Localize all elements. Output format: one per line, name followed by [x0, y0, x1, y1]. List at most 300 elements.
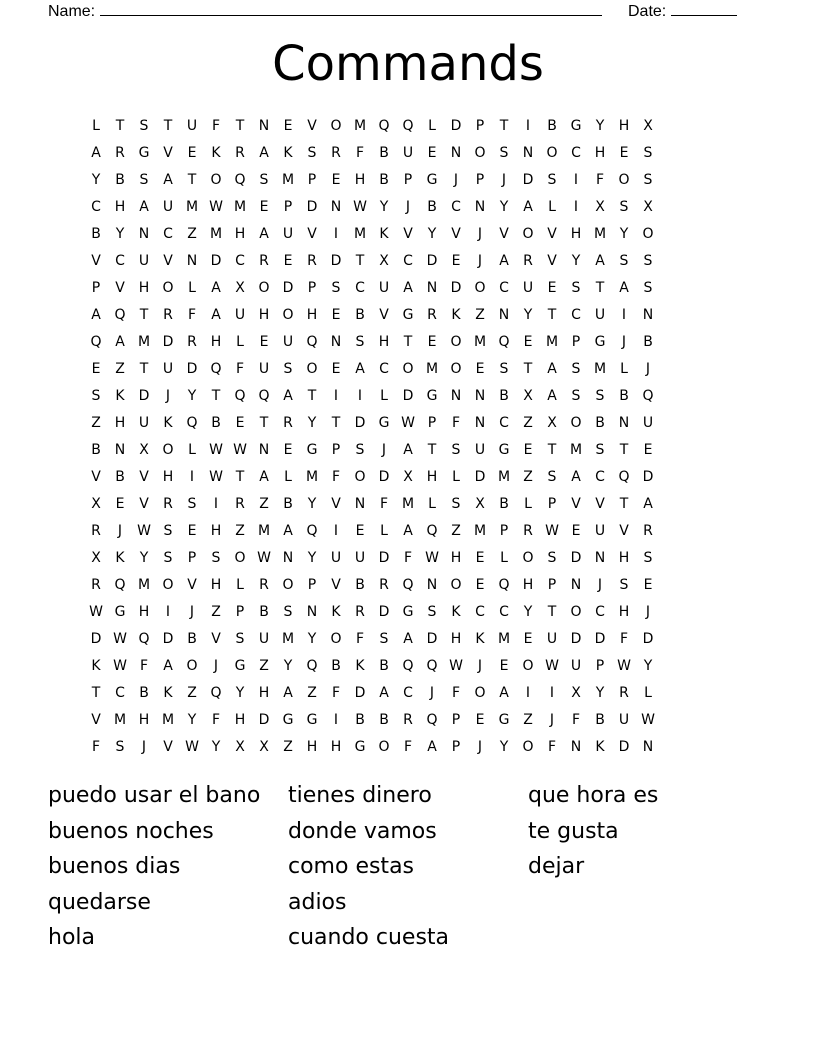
- grid-letter: S: [571, 280, 581, 296]
- grid-letter: A: [643, 496, 653, 512]
- grid-letter: X: [91, 496, 101, 512]
- grid-letter: K: [379, 226, 389, 242]
- grid-letter: R: [283, 415, 293, 431]
- grid-letter: I: [333, 388, 339, 404]
- grid-letter: E: [475, 712, 485, 728]
- grid-letter: H: [330, 739, 342, 755]
- grid-letter: T: [619, 442, 629, 458]
- grid-letter: V: [139, 469, 149, 485]
- grid-letter: G: [570, 118, 582, 134]
- grid-letter: W: [641, 712, 655, 728]
- grid-letter: W: [209, 442, 223, 458]
- word-list-item: puedo usar el bano: [48, 783, 261, 808]
- grid-letter: L: [380, 523, 388, 539]
- grid-letter: X: [523, 388, 533, 404]
- grid-letter: P: [547, 577, 557, 593]
- grid-letter: D: [618, 739, 630, 755]
- grid-letter: C: [163, 226, 173, 242]
- grid-letter: S: [187, 496, 197, 512]
- grid-letter: S: [619, 199, 629, 215]
- grid-letter: P: [91, 280, 101, 296]
- grid-letter: N: [570, 577, 582, 593]
- grid-letter: U: [258, 361, 270, 377]
- grid-letter: S: [451, 442, 461, 458]
- grid-letter: F: [355, 631, 365, 647]
- grid-letter: S: [115, 739, 125, 755]
- grid-letter: J: [477, 658, 483, 674]
- grid-letter: G: [402, 604, 414, 620]
- grid-letter: M: [425, 361, 439, 377]
- grid-letter: J: [477, 739, 483, 755]
- grid-letter: Y: [91, 172, 101, 188]
- grid-letter: R: [307, 253, 317, 269]
- grid-letter: L: [452, 469, 460, 485]
- grid-letter: W: [209, 469, 223, 485]
- grid-letter: D: [450, 118, 462, 134]
- grid-letter: H: [618, 550, 630, 566]
- grid-letter: D: [330, 253, 342, 269]
- grid-letter: Y: [307, 631, 317, 647]
- grid-letter: U: [378, 280, 390, 296]
- grid-letter: F: [91, 739, 101, 755]
- grid-letter: I: [189, 469, 195, 485]
- grid-letter: O: [474, 145, 486, 161]
- grid-letter: V: [451, 226, 461, 242]
- grid-letter: M: [497, 469, 511, 485]
- grid-letter: I: [333, 712, 339, 728]
- grid-letter: C: [235, 253, 245, 269]
- grid-letter: L: [188, 280, 196, 296]
- word-list-item: dejar: [528, 854, 585, 880]
- grid-letter: K: [211, 145, 221, 161]
- grid-row: [84, 140, 732, 167]
- grid-letter: Q: [378, 118, 390, 134]
- grid-letter: F: [211, 712, 221, 728]
- grid-letter: Q: [234, 172, 246, 188]
- name-field: [48, 0, 602, 21]
- grid-letter: J: [501, 172, 507, 188]
- grid-letter: E: [283, 442, 293, 458]
- grid-letter: W: [257, 550, 271, 566]
- grid-letter: B: [355, 577, 365, 593]
- grid-letter: Q: [306, 523, 318, 539]
- grid-letter: B: [355, 307, 365, 323]
- grid-letter: Y: [115, 226, 125, 242]
- grid-row: [84, 707, 732, 734]
- grid-letter: O: [162, 280, 174, 296]
- grid-letter: D: [306, 199, 318, 215]
- grid-letter: Y: [595, 685, 605, 701]
- grid-letter: D: [354, 415, 366, 431]
- grid-letter: W: [233, 442, 247, 458]
- grid-letter: M: [185, 199, 199, 215]
- grid-letter: B: [379, 712, 389, 728]
- grid-letter: Q: [498, 577, 510, 593]
- grid-letter: I: [621, 307, 627, 323]
- grid-letter: E: [331, 172, 341, 188]
- grid-row: [84, 572, 732, 599]
- grid-letter: L: [548, 199, 556, 215]
- grid-letter: B: [619, 388, 629, 404]
- grid-letter: H: [210, 334, 222, 350]
- grid-letter: C: [571, 307, 581, 323]
- grid-letter: D: [402, 388, 414, 404]
- grid-letter: Y: [307, 496, 317, 512]
- grid-letter: L: [236, 577, 244, 593]
- grid-letter: S: [235, 631, 245, 647]
- grid-letter: G: [426, 388, 438, 404]
- grid-letter: N: [114, 442, 126, 458]
- grid-letter: O: [618, 172, 630, 188]
- grid-letter: U: [138, 253, 150, 269]
- grid-letter: B: [187, 631, 197, 647]
- grid-letter: J: [645, 361, 651, 377]
- grid-letter: L: [620, 361, 628, 377]
- grid-letter: F: [403, 550, 413, 566]
- grid-letter: V: [163, 739, 173, 755]
- word-list-item: buenos noches: [48, 818, 214, 844]
- grid-letter: P: [451, 712, 461, 728]
- grid-letter: M: [137, 334, 151, 350]
- grid-letter: D: [426, 631, 438, 647]
- grid-letter: Q: [234, 388, 246, 404]
- grid-letter: N: [306, 604, 318, 620]
- grid-letter: X: [643, 199, 653, 215]
- grid-letter: T: [547, 604, 557, 620]
- grid-letter: Z: [523, 469, 533, 485]
- grid-letter: T: [619, 496, 629, 512]
- grid-letter: G: [378, 415, 390, 431]
- grid-letter: X: [403, 469, 413, 485]
- grid-letter: S: [139, 172, 149, 188]
- grid-letter: N: [282, 550, 294, 566]
- grid-letter: A: [163, 658, 173, 674]
- grid-letter: P: [331, 442, 341, 458]
- grid-letter: P: [475, 172, 485, 188]
- grid-letter: L: [188, 442, 196, 458]
- grid-letter: A: [211, 280, 221, 296]
- grid-letter: N: [522, 145, 534, 161]
- grid-letter: V: [331, 496, 341, 512]
- grid-letter: S: [259, 172, 269, 188]
- grid-letter: A: [91, 145, 101, 161]
- grid-letter: M: [473, 334, 487, 350]
- grid-letter: A: [403, 442, 413, 458]
- grid-letter: M: [161, 712, 175, 728]
- grid-letter: F: [187, 307, 197, 323]
- grid-letter: V: [91, 253, 101, 269]
- grid-letter: H: [258, 685, 270, 701]
- grid-letter: E: [475, 577, 485, 593]
- grid-letter: Q: [498, 334, 510, 350]
- grid-letter: U: [138, 415, 150, 431]
- grid-row: [84, 329, 732, 356]
- grid-letter: D: [378, 604, 390, 620]
- grid-letter: P: [595, 658, 605, 674]
- grid-letter: A: [619, 280, 629, 296]
- grid-letter: L: [236, 334, 244, 350]
- grid-letter: T: [139, 361, 149, 377]
- grid-letter: H: [210, 577, 222, 593]
- grid-row: [84, 221, 732, 248]
- grid-letter: K: [331, 604, 341, 620]
- grid-letter: O: [450, 334, 462, 350]
- grid-letter: C: [355, 280, 365, 296]
- grid-letter: Q: [426, 712, 438, 728]
- grid-letter: Q: [210, 685, 222, 701]
- grid-letter: H: [234, 226, 246, 242]
- grid-letter: D: [474, 469, 486, 485]
- grid-letter: P: [187, 550, 197, 566]
- name-label: Name:: [48, 3, 96, 20]
- grid-letter: Y: [571, 253, 581, 269]
- grid-letter: U: [186, 118, 198, 134]
- grid-letter: V: [547, 253, 557, 269]
- grid-letter: E: [187, 145, 197, 161]
- grid-letter: R: [163, 307, 173, 323]
- grid-letter: X: [595, 199, 605, 215]
- grid-letter: D: [90, 631, 102, 647]
- grid-letter: A: [595, 253, 605, 269]
- grid-letter: G: [402, 307, 414, 323]
- grid-letter: N: [138, 226, 150, 242]
- grid-letter: W: [401, 415, 415, 431]
- grid-letter: O: [210, 172, 222, 188]
- grid-letter: F: [451, 415, 461, 431]
- grid-letter: P: [475, 118, 485, 134]
- grid-letter: Z: [259, 658, 269, 674]
- date-blank-line: [671, 0, 737, 16]
- grid-letter: S: [571, 361, 581, 377]
- grid-letter: J: [477, 253, 483, 269]
- grid-letter: M: [281, 172, 295, 188]
- grid-letter: M: [569, 442, 583, 458]
- grid-letter: X: [259, 739, 269, 755]
- grid-letter: K: [163, 685, 173, 701]
- grid-letter: T: [547, 307, 557, 323]
- grid-letter: U: [330, 550, 342, 566]
- grid-letter: K: [163, 415, 173, 431]
- grid-letter: Y: [307, 550, 317, 566]
- grid-letter: Q: [138, 631, 150, 647]
- grid-letter: U: [570, 658, 582, 674]
- grid-letter: V: [115, 280, 125, 296]
- grid-letter: X: [91, 550, 101, 566]
- grid-letter: B: [91, 226, 101, 242]
- grid-letter: J: [621, 334, 627, 350]
- grid-letter: T: [187, 172, 197, 188]
- grid-letter: K: [115, 550, 125, 566]
- grid-letter: X: [235, 739, 245, 755]
- grid-letter: S: [139, 118, 149, 134]
- grid-letter: A: [211, 307, 221, 323]
- grid-letter: Y: [187, 388, 197, 404]
- grid-letter: R: [115, 145, 125, 161]
- grid-letter: J: [429, 685, 435, 701]
- grid-letter: M: [233, 199, 247, 215]
- grid-letter: N: [642, 307, 654, 323]
- grid-letter: B: [211, 415, 221, 431]
- grid-letter: R: [91, 577, 101, 593]
- grid-letter: Y: [283, 658, 293, 674]
- grid-letter: H: [618, 604, 630, 620]
- grid-letter: R: [187, 334, 197, 350]
- grid-letter: Q: [210, 361, 222, 377]
- grid-letter: B: [259, 604, 269, 620]
- grid-letter: E: [259, 334, 269, 350]
- grid-letter: R: [619, 685, 629, 701]
- grid-letter: B: [379, 172, 389, 188]
- grid-letter: O: [642, 226, 654, 242]
- grid-letter: S: [451, 496, 461, 512]
- grid-letter: I: [165, 604, 171, 620]
- grid-letter: S: [379, 631, 389, 647]
- grid-letter: K: [91, 658, 101, 674]
- grid-letter: M: [137, 577, 151, 593]
- grid-letter: T: [547, 442, 557, 458]
- grid-letter: D: [258, 712, 270, 728]
- grid-letter: T: [163, 118, 173, 134]
- grid-letter: N: [474, 199, 486, 215]
- grid-letter: N: [498, 307, 510, 323]
- grid-row: [84, 356, 732, 383]
- grid-letter: D: [642, 469, 654, 485]
- grid-letter: M: [593, 361, 607, 377]
- grid-letter: Q: [114, 307, 126, 323]
- grid-letter: C: [475, 604, 485, 620]
- grid-letter: H: [450, 631, 462, 647]
- grid-letter: Y: [139, 550, 149, 566]
- grid-letter: D: [522, 172, 534, 188]
- grid-letter: A: [499, 685, 509, 701]
- grid-letter: S: [643, 280, 653, 296]
- grid-letter: X: [139, 442, 149, 458]
- grid-letter: G: [426, 172, 438, 188]
- grid-row: [84, 383, 732, 410]
- grid-letter: Y: [499, 199, 509, 215]
- grid-letter: U: [282, 334, 294, 350]
- grid-row: [84, 491, 732, 518]
- grid-letter: R: [235, 145, 245, 161]
- grid-letter: E: [283, 118, 293, 134]
- grid-letter: D: [378, 469, 390, 485]
- grid-letter: O: [546, 145, 558, 161]
- word-list: [48, 780, 768, 958]
- grid-row: [84, 410, 732, 437]
- grid-letter: O: [522, 550, 534, 566]
- grid-letter: Y: [499, 739, 509, 755]
- grid-letter: S: [91, 388, 101, 404]
- grid-letter: O: [522, 658, 534, 674]
- grid-letter: V: [595, 496, 605, 512]
- grid-letter: P: [547, 496, 557, 512]
- grid-letter: Q: [306, 334, 318, 350]
- grid-letter: N: [618, 415, 630, 431]
- grid-letter: A: [403, 631, 413, 647]
- grid-letter: B: [379, 145, 389, 161]
- grid-letter: O: [282, 307, 294, 323]
- grid-letter: E: [571, 523, 581, 539]
- grid-letter: I: [525, 118, 531, 134]
- grid-letter: R: [331, 145, 341, 161]
- grid-letter: U: [258, 631, 270, 647]
- grid-letter: R: [259, 253, 269, 269]
- grid-letter: E: [115, 496, 125, 512]
- grid-letter: H: [306, 307, 318, 323]
- grid-letter: H: [426, 469, 438, 485]
- grid-letter: Z: [451, 523, 461, 539]
- grid-letter: S: [619, 253, 629, 269]
- grid-letter: B: [283, 496, 293, 512]
- grid-letter: F: [331, 469, 341, 485]
- grid-letter: J: [141, 739, 147, 755]
- grid-letter: E: [91, 361, 101, 377]
- grid-letter: H: [618, 118, 630, 134]
- grid-letter: S: [595, 442, 605, 458]
- grid-letter: A: [403, 280, 413, 296]
- grid-letter: N: [186, 253, 198, 269]
- grid-letter: Z: [211, 604, 221, 620]
- grid-letter: E: [475, 361, 485, 377]
- grid-letter: R: [259, 577, 269, 593]
- grid-letter: Q: [114, 577, 126, 593]
- grid-letter: Y: [523, 604, 533, 620]
- grid-letter: M: [281, 631, 295, 647]
- grid-letter: F: [331, 685, 341, 701]
- grid-letter: V: [307, 226, 317, 242]
- grid-letter: D: [594, 631, 606, 647]
- grid-letter: F: [211, 118, 221, 134]
- grid-letter: D: [354, 685, 366, 701]
- grid-letter: T: [91, 685, 101, 701]
- grid-row: [84, 734, 732, 761]
- grid-letter: O: [570, 415, 582, 431]
- grid-letter: G: [306, 712, 318, 728]
- grid-letter: F: [403, 739, 413, 755]
- grid-letter: A: [163, 172, 173, 188]
- grid-letter: E: [451, 253, 461, 269]
- grid-letter: G: [234, 658, 246, 674]
- grid-letter: F: [595, 172, 605, 188]
- grid-letter: V: [139, 496, 149, 512]
- grid-letter: O: [186, 658, 198, 674]
- grid-letter: U: [618, 712, 630, 728]
- grid-letter: M: [593, 226, 607, 242]
- grid-letter: V: [91, 469, 101, 485]
- grid-letter: R: [163, 496, 173, 512]
- grid-letter: S: [283, 604, 293, 620]
- grid-letter: Y: [307, 415, 317, 431]
- grid-letter: K: [115, 388, 125, 404]
- grid-letter: S: [499, 145, 509, 161]
- grid-letter: I: [357, 388, 363, 404]
- grid-letter: I: [213, 496, 219, 512]
- grid-letter: J: [477, 226, 483, 242]
- grid-letter: U: [474, 442, 486, 458]
- grid-letter: N: [450, 388, 462, 404]
- grid-letter: O: [330, 631, 342, 647]
- grid-letter: X: [235, 280, 245, 296]
- grid-letter: E: [523, 334, 533, 350]
- grid-letter: F: [619, 631, 629, 647]
- grid-letter: R: [379, 577, 389, 593]
- grid-letter: S: [547, 550, 557, 566]
- word-list-item: donde vamos: [288, 818, 437, 844]
- grid-letter: Z: [283, 739, 293, 755]
- grid-letter: M: [209, 226, 223, 242]
- word-list-item: quedarse: [48, 889, 151, 915]
- grid-letter: K: [451, 307, 461, 323]
